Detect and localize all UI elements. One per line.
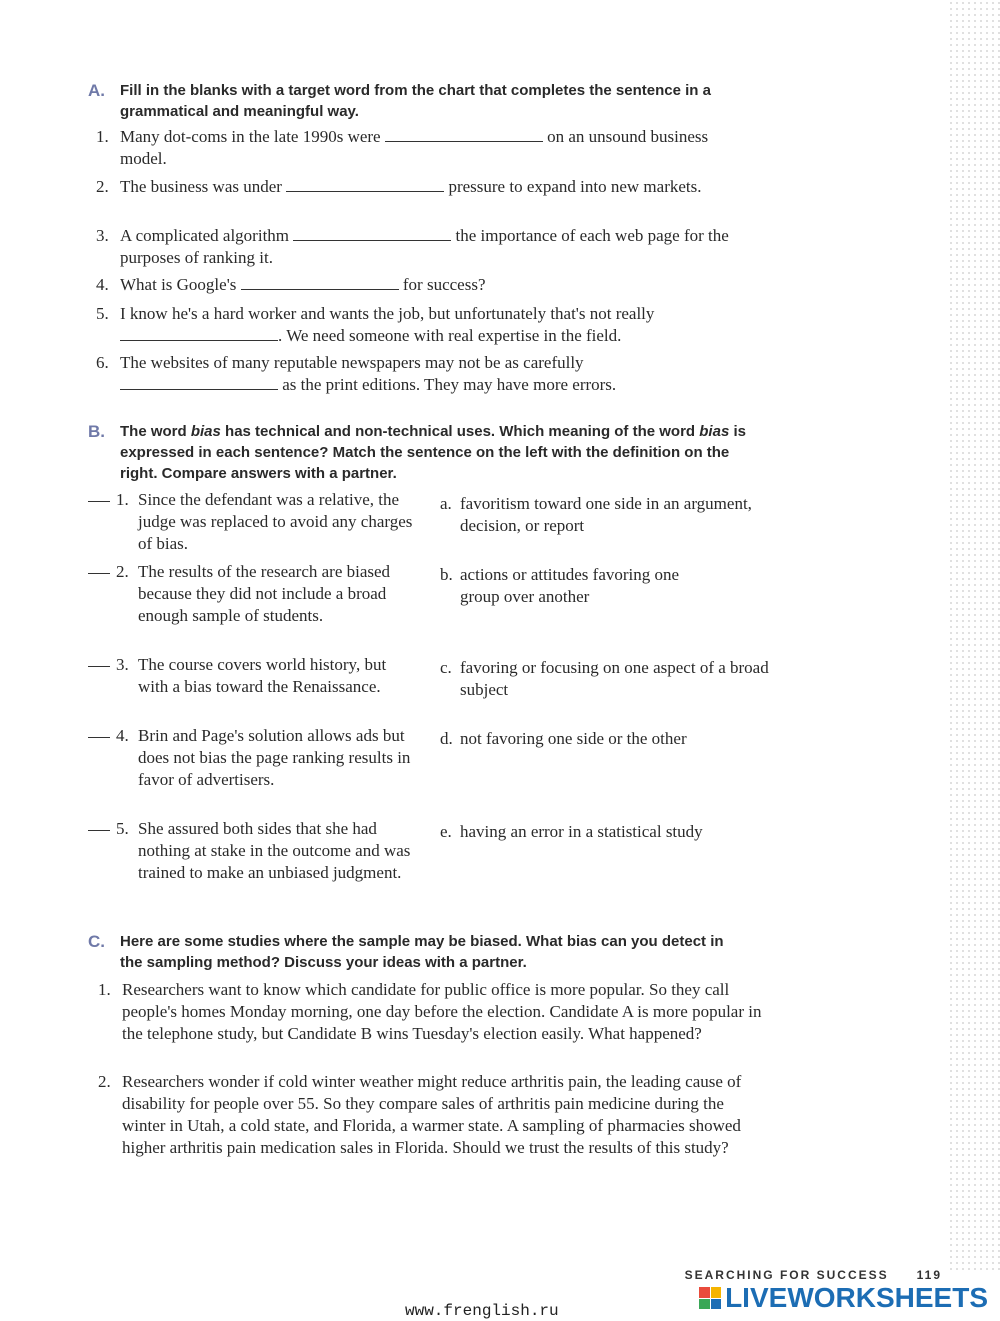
liveworksheets-logo-icon [699,1287,721,1309]
match-sentence-1: 1. Since the defendant was a relative, the judge was replaced to avoid any charges of bias. [88,489,418,555]
blank-input[interactable] [120,375,278,390]
blank-input[interactable] [241,275,399,290]
running-footer [685,1268,942,1282]
running-title: SEARCHING FOR SUCCESS [684,1268,889,1282]
match-sentence-3: 3. The course covers world history, but with a bias toward the Renaissance. [88,654,418,698]
section-b-heading [88,421,770,484]
section-b-instructions: The word bias has technical and non-technical uses. Which meaning of the word bias is expressed in each sentence? Match the sentence on the left with the definition on the right. Compare answers with a partner. [120,423,746,482]
section-c-heading [88,931,740,973]
page-number: 119 [916,1268,942,1282]
answer-blank[interactable] [88,830,110,831]
match-sentence-2: 2. The results of the research are biased because they did not include a broad enough sample of students. [88,561,418,627]
brand-name: LIVEWORKSHEETS [725,1282,988,1313]
section-b-letter: B. [88,422,105,441]
answer-blank[interactable] [88,666,110,667]
source-url: www.frenglish.ru [405,1302,559,1320]
blank-input[interactable] [293,226,451,241]
definition-d: d. not favoring one side or the other [440,729,687,748]
blank-input[interactable] [286,177,444,192]
section-a-item-5: 5. I know he's a hard worker and wants the job, but unfortunately that's not really . We need someone with real expertise in the field. [96,304,655,345]
section-a-item-3: 3. A complicated algorithm the importance of each web page for the purposes of ranking it. [96,226,729,267]
section-a-item-2: 2. The business was under pressure to expand into new markets. [96,177,702,196]
page-edge-dots [948,0,1000,1270]
section-a-instructions: Fill in the blanks with a target word from the chart that completes the sentence in a grammatical and meaningful way. [120,82,711,120]
blank-input[interactable] [120,326,278,341]
section-a-item-4: 4. What is Google's for success? [96,275,486,294]
section-a-item-1: 1. Many dot-coms in the late 1990s were on an unsound business model. [96,127,709,168]
answer-blank[interactable] [88,737,110,738]
answer-blank[interactable] [88,501,110,502]
section-a-item-6: 6. The websites of many reputable newspapers may not be as carefully as the print editions. They may have more errors. [96,353,617,394]
definition-e: e. having an error in a statistical study [440,822,703,841]
definition-a: a. favoritism toward one side in an argument, decision, or report [440,494,752,535]
section-c-item-1: 1. Researchers want to know which candidate for public office is more popular. So they call people's homes Monday morning, one day before the election. Candidate A is more popular in the telephone study, but Candidate B wins Tuesday's election easily. What happened? [98,980,762,1043]
section-c-item-2: 2. Researchers wonder if cold winter weather might reduce arthritis pain, the leading cause of disability for people over 55. So they compare sales of arthritis pain medicine during the winter in Utah, a cold state, and Florida, a warmer state. A sampling of pharmacies showed higher arthritis pain medication sales in Florida. Should we trust the results of this study? [98,1072,742,1157]
blank-input[interactable] [385,127,543,142]
liveworksheets-brand [699,1282,988,1314]
section-a-letter: A. [88,81,105,100]
definition-b: b. actions or attitudes favoring one group over another [440,565,680,606]
match-sentence-4: 4. Brin and Page's solution allows ads but does not bias the page ranking results in favor of advertisers. [88,725,418,791]
section-c-instructions: Here are some studies where the sample may be biased. What bias can you detect in the sampling method? Discuss your ideas with a partner. [120,933,724,971]
answer-blank[interactable] [88,573,110,574]
definition-c: c. favoring or focusing on one aspect of a broad subject [440,658,769,699]
match-sentence-5: 5. She assured both sides that she had nothing at stake in the outcome and was trained to make an unbiased judgment. [88,818,418,884]
section-c-letter: C. [88,932,105,951]
section-a-heading [88,80,770,122]
